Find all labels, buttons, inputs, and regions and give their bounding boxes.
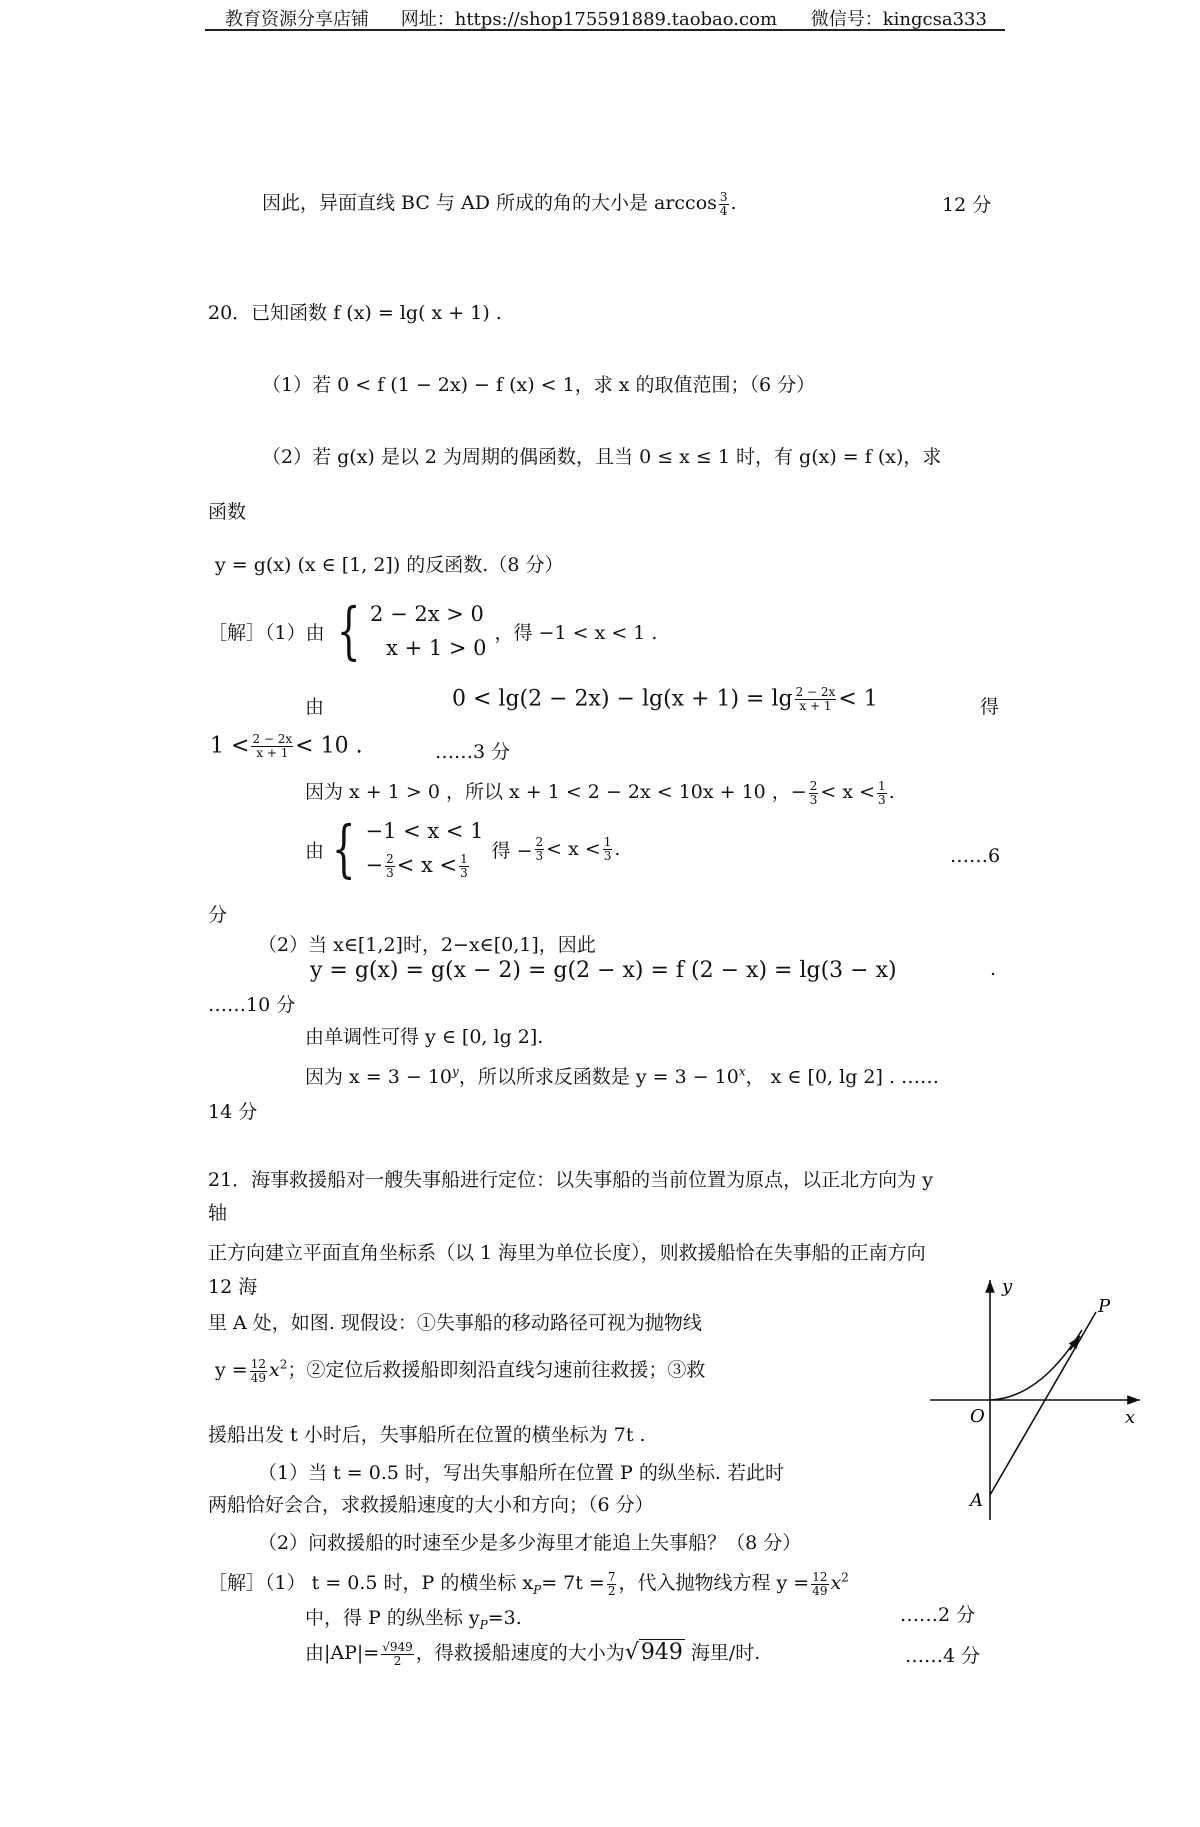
q20-part1: （1）若 0 < f (1 − 2x) − f (x) < 1，求 x 的取值范围；（6 分）	[262, 374, 816, 396]
q19-conclusion: 因此，异面直线 BC 与 AD 所成的角的大小是 arccos $\frac{3}{4}$ .	[262, 189, 737, 218]
shop-name: 教育资源分享店铺	[225, 9, 369, 30]
q20-sol2-intro: （2）当 x∈[1,2]时，2−x∈[0,1]，因此	[258, 934, 596, 956]
parabola-path	[990, 1330, 1082, 1400]
q21-line6: y = $\frac{12}{49}$ $x^2$；②定位后救援船即刻沿直线匀速前往救援；③救	[215, 1356, 706, 1385]
q20-sol1-de: 得	[980, 696, 1000, 718]
q21-line1: 21．海事救援船对一艘失事船进行定位：以失事船的当前位置为原点，以正北方向为 y	[208, 1169, 933, 1191]
q19-score: 12 分	[942, 194, 992, 216]
x-axis-label: x	[1125, 1407, 1136, 1428]
q21-part2: （2）问救援船的时速至少是多少海里才能追上失事船？（8 分）	[258, 1532, 802, 1554]
q20-title: 20．已知函数 f (x) = lg( x + 1) .	[208, 302, 502, 324]
origin-label: O	[970, 1406, 985, 1427]
q20-part2-c: y = g(x) (x ∈ [1, 2]) 的反函数.（8 分）	[215, 554, 564, 576]
wechat-label: 微信号：	[810, 9, 883, 30]
q20-sol1-you: 由	[305, 696, 325, 718]
q21-line4: 12 海	[208, 1276, 258, 1298]
q21-line3: 正方向建立平面直角坐标系（以 1 海里为单位长度），则救援船恰在失事船的正南方向	[208, 1242, 926, 1264]
rescue-line	[990, 1312, 1096, 1495]
q20-sol1-since: 因为 x + 1 > 0 ，所以 x + 1 < 2 − 2x < 10x + 10 ，− $\frac{2}{3}$ < x < $\frac{1}{3}$ .	[305, 778, 895, 807]
q20-sol2-chain: y = g(x) = g(x − 2) = g(2 − x) = f (2 − x) = lg(3 − x)	[310, 958, 897, 983]
y-axis-label: y	[1002, 1276, 1013, 1297]
q20-sol2-dot: .	[990, 958, 997, 980]
page-header	[225, 5, 987, 31]
q20-sol2-inverse: 因为 $x = 3 - 10^y$，所以所求反函数是 $y = 3 - 10^x$， x ∈ [0, lg 2] . ……	[305, 1064, 940, 1088]
point-A-label: A	[970, 1490, 983, 1511]
q20-sol1-log-ineq: 0 < lg(2 − 2x) − lg(x + 1) = lg $\frac{2 - 2x}{x + 1}$ < 1	[452, 685, 878, 713]
q20-sol1-ineq-10: 1 < $\frac{2 - 2x}{x + 1}$ < 10 .	[210, 732, 363, 760]
q20-part2-a: （2）若 g(x) 是以 2 为周期的偶函数，且当 0 ≤ x ≤ 1 时，有 g(x) = f (x)，求	[262, 446, 942, 468]
q21-sol1-b: 中，得 P 的纵坐标 $y_P=3$.	[305, 1607, 522, 1632]
q21-part1-b: 两船恰好会合，求救援船速度的大小和方向；（6 分）	[208, 1494, 654, 1516]
fraction-3-4: $\frac{3}{4}$	[719, 189, 728, 218]
shop-url: https://shop175591889.taobao.com	[454, 9, 778, 30]
wechat-id: kingcsa333	[882, 9, 987, 30]
q20-score14: 14 分	[208, 1101, 258, 1123]
q20-score6-fen: 分	[208, 904, 228, 926]
q21-sol1-c: 由|AP|= $\frac{√949}{2}$ ，得救援船速度的大小为√949 海里/时.	[305, 1639, 761, 1668]
header-rule	[205, 29, 1005, 31]
q21-line7: 援船出发 t 小时后，失事船所在位置的横坐标为 7t .	[208, 1424, 646, 1446]
q21-line5: 里 A 处，如图. 现假设：①失事船的移动路径可视为抛物线	[208, 1312, 702, 1334]
q21-score2: ……2 分	[900, 1604, 976, 1626]
url-label: 网址：	[400, 9, 455, 30]
q21-figure	[920, 1270, 1150, 1540]
q21-sol1-a: ［解］（1） t = 0.5 时，P 的横坐标 $x_P= 7t$ = $\frac{7}{2}$ ，代入抛物线方程 y = $\frac{12}{49}$ $x^2$	[208, 1569, 849, 1598]
q20-score10: ……10 分	[208, 994, 296, 1016]
q20-part2-b: 函数	[208, 501, 247, 523]
q20-score6: ……6	[950, 845, 1001, 867]
point-P-label: P	[1098, 1296, 1111, 1317]
q20-sol1-system: ［解］（1）由 { 2 − 2x > 0 x + 1 > 0 ，得 −1 < x < 1 .	[208, 594, 658, 667]
q20-sol2-mono: 由单调性可得 y ∈ [0, lg 2].	[305, 1026, 544, 1048]
q21-line2: 轴	[208, 1202, 228, 1224]
q20-sol1-system2: 由 { −1 < x < 1 − $\frac{2}{3}$ < x < $\frac{1}{3}$ 得 − $\frac{2}{3}$ < x < 1 3 .	[305, 812, 621, 885]
q20-score3: ……3 分	[435, 741, 511, 763]
q21-score4: ……4 分	[905, 1645, 981, 1667]
q21-part1-a: （1）当 t = 0.5 时，写出失事船所在位置 P 的纵坐标. 若此时	[258, 1462, 784, 1484]
